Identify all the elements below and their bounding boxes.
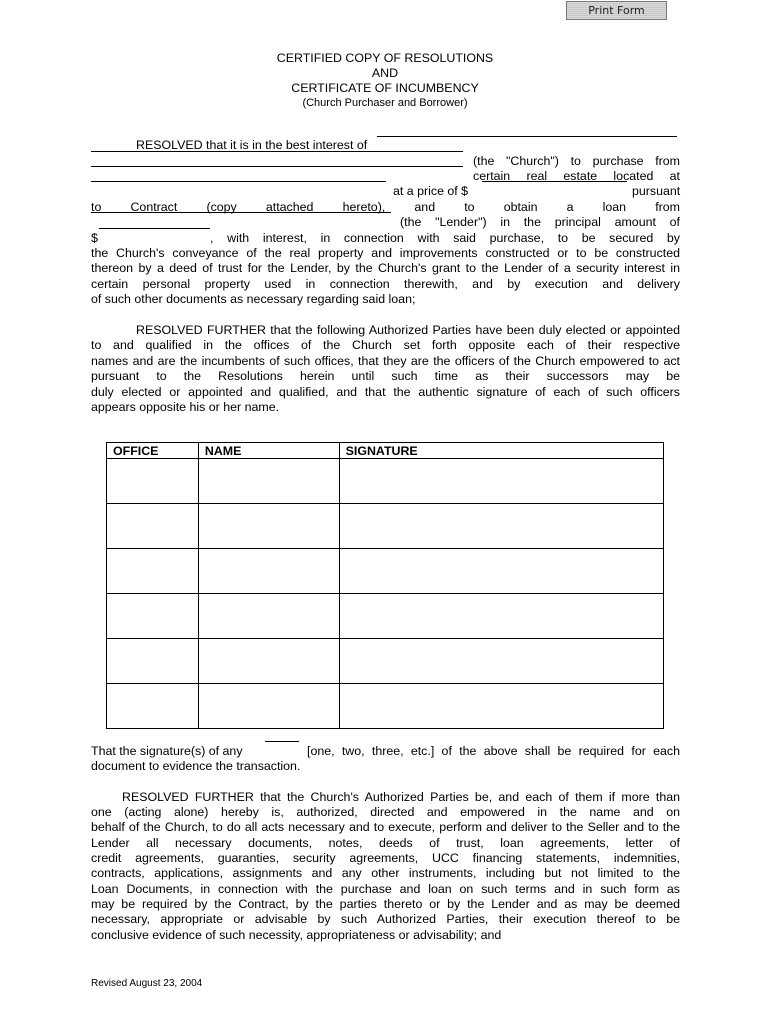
- office-cell[interactable]: [107, 594, 199, 639]
- resolved1-line8: the Church's conveyance of the real property and improvements constructed or to be constructed: [91, 246, 680, 260]
- table-row: [107, 594, 664, 639]
- title-line-3: CERTIFICATE OF INCUMBENCY: [291, 81, 479, 95]
- resolved3-line5: credit agreements, guaranties, security agreements, UCC financing statements, indemnities,: [91, 851, 680, 865]
- church-name-field-2[interactable]: [91, 151, 463, 152]
- office-cell[interactable]: [107, 639, 199, 684]
- office-cell[interactable]: [107, 459, 199, 504]
- table-row: [107, 639, 664, 684]
- resolved3-line8: may be required by the Contract, by the parties thereto or by the Lender and as may be deemed: [91, 897, 680, 911]
- resolved3-line1: RESOLVED FURTHER that the Church's Authorized Parties be, and each of them if more than: [122, 790, 680, 804]
- table-row: [107, 459, 664, 504]
- signature-cell[interactable]: [339, 594, 663, 639]
- resolved3-line9: necessary, appropriate or advisable by such Authorized Parties, their execution thereof to be: [91, 912, 680, 926]
- resolved1-line7b: , with interest, in connection with said purchase, to be secured by: [210, 231, 680, 245]
- signature-req-line2: document to evidence the transaction.: [91, 759, 301, 773]
- property-location-field-2[interactable]: [91, 181, 386, 182]
- table-header-row: [107, 443, 664, 459]
- name-cell[interactable]: [198, 504, 339, 549]
- resolved1-line9: thereon by a deed of trust for the Lender, by the Church's grant to the Lender of a security interest in: [91, 261, 680, 275]
- property-location-field[interactable]: [91, 166, 463, 167]
- revised-date: Revised August 23, 2004: [91, 978, 203, 989]
- table-row: [107, 549, 664, 594]
- resolved1-line10: certain personal property used in connection therewith, and by execution and delivery: [91, 277, 680, 291]
- signature-cell[interactable]: [339, 639, 663, 684]
- signature-header: SIGNATURE: [339, 443, 663, 459]
- table-row: [107, 684, 664, 729]
- lender-name-field[interactable]: [91, 212, 391, 213]
- resolved2-line1: RESOLVED FURTHER that the following Authorized Parties have been duly elected or appointed: [136, 323, 680, 337]
- name-cell[interactable]: [198, 549, 339, 594]
- signature-req-line1a: That the signature(s) of any: [91, 744, 243, 758]
- resolved1-line4a: at a price of $: [393, 184, 469, 198]
- resolved3-line7: Loan Documents, in connection with the purchase and loan on such terms and in such form as: [91, 882, 680, 896]
- office-cell[interactable]: [107, 549, 199, 594]
- resolved1-line1: RESOLVED that it is in the best interest of: [136, 138, 368, 152]
- print-form-button[interactable]: Print Form: [566, 1, 667, 20]
- title-subtitle: (Church Purchaser and Borrower): [302, 97, 468, 109]
- resolved1-line3: certain real estate located at: [473, 169, 680, 183]
- name-header: NAME: [198, 443, 339, 459]
- resolved1-line11: of such other documents as necessary regarding said loan;: [91, 292, 416, 306]
- name-cell[interactable]: [198, 459, 339, 504]
- signature-cell[interactable]: [339, 684, 663, 729]
- office-cell[interactable]: [107, 684, 199, 729]
- name-cell[interactable]: [198, 684, 339, 729]
- table-row: [107, 504, 664, 549]
- resolved1-line6: (the "Lender") in the principal amount of: [400, 215, 680, 229]
- name-cell[interactable]: [198, 594, 339, 639]
- resolved3-line4: Lender all necessary documents, notes, deeds of trust, loan agreements, letter of: [91, 836, 680, 850]
- title-line-2: AND: [371, 66, 399, 80]
- resolved1-line5: to Contract (copy attached hereto), and to obtain a loan from: [91, 200, 680, 214]
- signature-count-field[interactable]: [265, 741, 299, 742]
- resolved2-line2: to and qualified in the offices of the Church set forth opposite each of their respective: [91, 338, 680, 352]
- resolved3-line6: contracts, applications, assignments and any other instruments, including but not limited to the: [91, 866, 680, 880]
- resolved2-line4: pursuant to the Resolutions herein until such time as their successors may be: [91, 369, 680, 383]
- resolved3-line3: behalf of the Church, to do all acts necessary and to execute, perform and deliver to the Seller and to the: [91, 820, 680, 834]
- church-name-field[interactable]: [377, 136, 677, 137]
- purchase-price-field[interactable]: [482, 181, 627, 182]
- office-header: OFFICE: [107, 443, 199, 459]
- resolved2-line6: appears opposite his or her name.: [91, 400, 280, 414]
- signature-cell[interactable]: [339, 504, 663, 549]
- resolved2-line5: duly elected or appointed and qualified, and that the authentic signature of each of such officers: [91, 385, 680, 399]
- office-cell[interactable]: [107, 504, 199, 549]
- resolved1-line7a: $: [91, 231, 98, 245]
- resolved2-line3: names and are the incumbents of such offices, that they are the officers of the Church empowered to act: [91, 354, 680, 368]
- loan-amount-field[interactable]: [99, 228, 210, 229]
- signature-cell[interactable]: [339, 549, 663, 594]
- authorized-parties-table: [106, 442, 664, 729]
- resolved3-line2: one (acting alone) hereby is, authorized, directed and empowered in the name and on: [91, 805, 680, 819]
- resolved1-line2: (the "Church") to purchase from: [473, 154, 680, 168]
- signature-cell[interactable]: [339, 459, 663, 504]
- title-line-1: CERTIFIED COPY OF RESOLUTIONS: [276, 51, 494, 65]
- resolved1-line4b: pursuant: [632, 184, 681, 198]
- resolved3-line10: conclusive evidence of such necessity, appropriateness or advisability; and: [91, 928, 502, 942]
- signature-req-line1b: [one, two, three, etc.] of the above shall be required for each: [307, 744, 680, 758]
- name-cell[interactable]: [198, 639, 339, 684]
